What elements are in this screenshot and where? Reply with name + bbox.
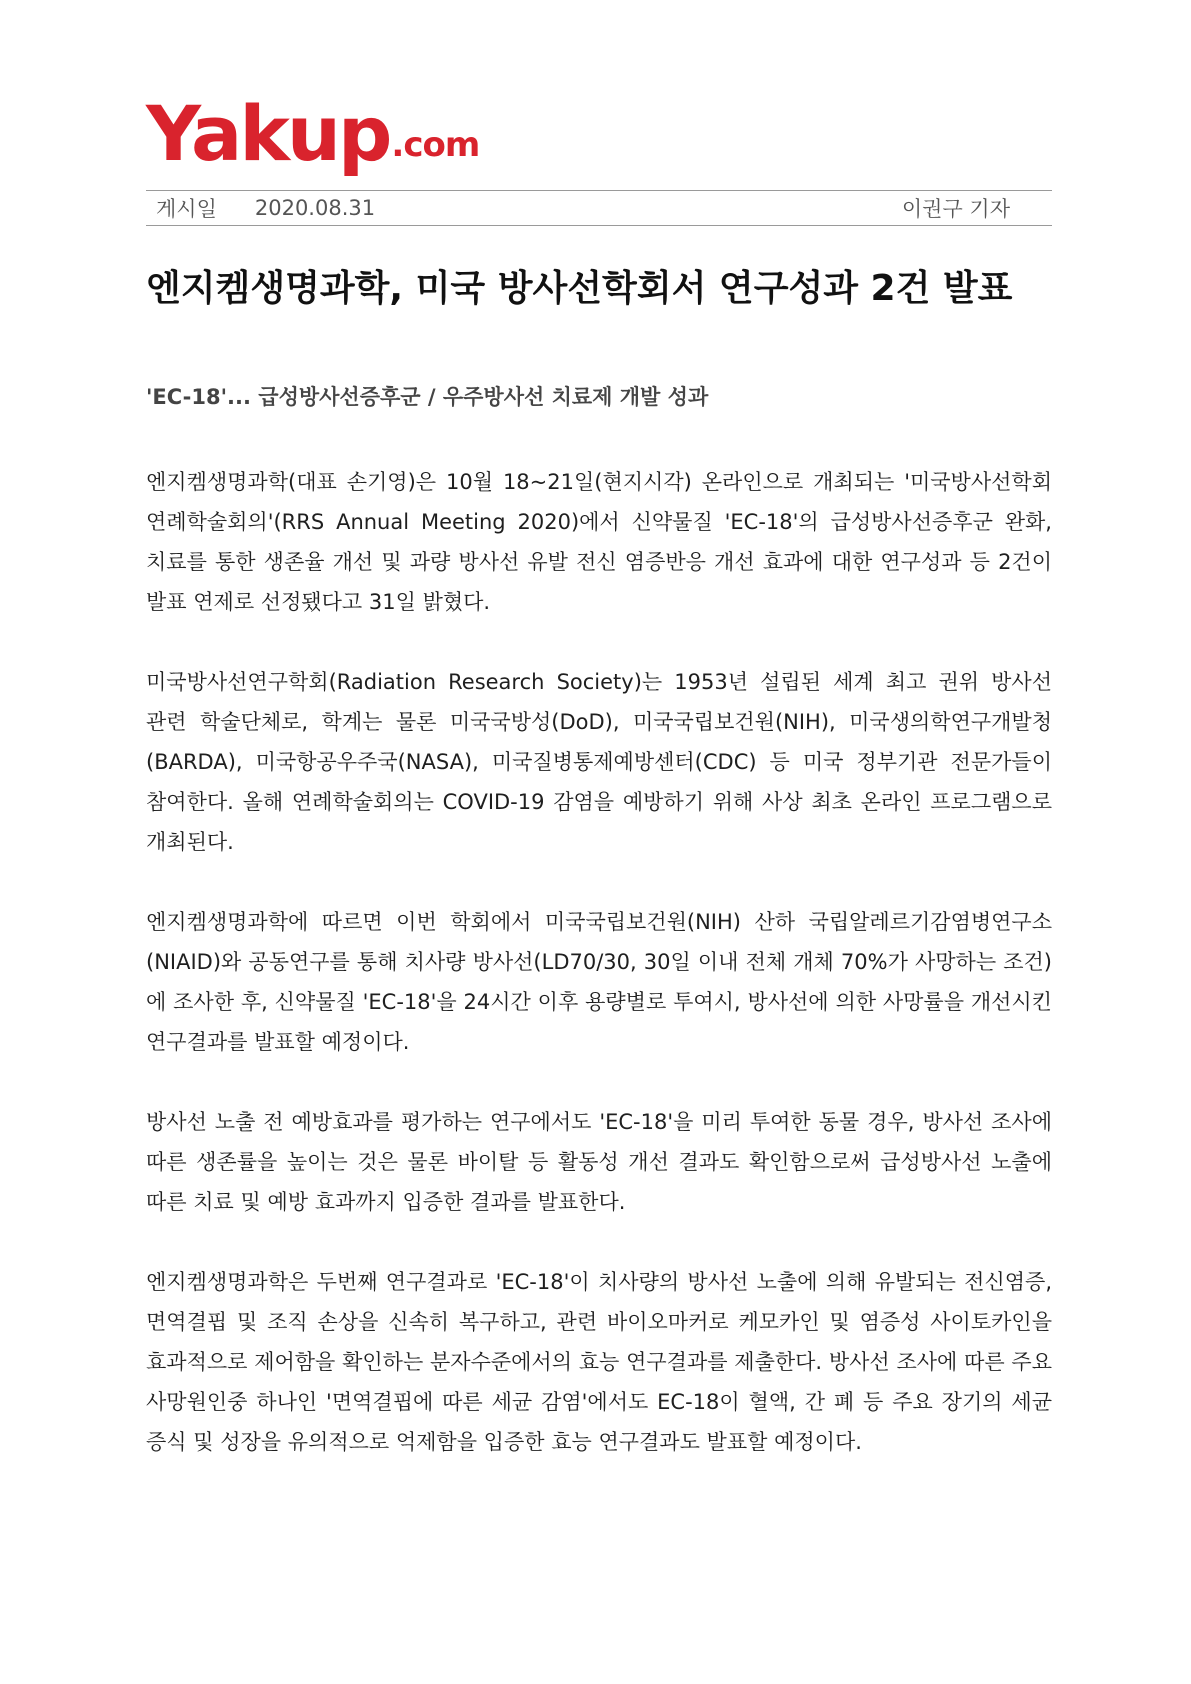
article-meta-bar bbox=[146, 190, 1052, 226]
publish-date-label: 게시일 bbox=[156, 197, 217, 221]
body-paragraph: 미국방사선연구학회(Radiation Research Society)는 1953년 설립된 세계 최고 권위 방사선 관련 학술단체로, 학계는 물론 미국국방성(DoD), 미국국립보건원(NIH), 미국생의학연구개발청(BARDA), 미국항공우주국(NASA), 미국질병통제예방센터(CDC) 등 미국 정부기관 전문가들이 참여한다. 올해 연례학술회의는 COVID-19 감염을 예방하기 위해 사상 최초 온라인 프로그램으로 개최된다. bbox=[146, 670, 1052, 854]
yakup-logo[interactable] bbox=[146, 88, 480, 178]
body-paragraph: 방사선 노출 전 예방효과를 평가하는 연구에서도 'EC-18'을 미리 투여한 동물 경우, 방사선 조사에 따른 생존률을 높이는 것은 물론 바이탈 등 활동성 개선 결과도 확인함으로써 급성방사선 노출에 따른 치료 및 예방 효과까지 입증한 결과를 발표한다. bbox=[146, 1110, 1052, 1214]
logo-domain: .com bbox=[391, 125, 480, 165]
publish-date: 2020.08.31 bbox=[254, 196, 376, 220]
article-subheadline: 'EC-18'... 급성방사선증후군 / 우주방사선 치료제 개발 성과 bbox=[146, 385, 709, 409]
logo-wordmark: Yakup bbox=[146, 89, 390, 178]
article-headline: 엔지켐생명과학, 미국 방사선학회서 연구성과 2건 발표 bbox=[146, 268, 1013, 309]
article-body bbox=[146, 462, 1052, 1502]
body-paragraph: 엔지켐생명과학(대표 손기영)은 10월 18~21일(현지시각) 온라인으로 개최되는 '미국방사선학회 연례학술회의'(RRS Annual Meeting 2020)에서 신약물질 'EC-18'의 급성방사선증후군 완화, 치료를 통한 생존율 개선 및 과량 방사선 유발 전신 염증반응 개선 효과에 대한 연구성과 등 2건이 발표 연제로 선정됐다고 31일 밝혔다. bbox=[146, 470, 1052, 614]
body-paragraph: 엔지켐생명과학에 따르면 이번 학회에서 미국국립보건원(NIH) 산하 국립알레르기감염병연구소(NIAID)와 공동연구를 통해 치사량 방사선(LD70/30, 30일 이내 전체 개체 70%가 사망하는 조건)에 조사한 후, 신약물질 'EC-18'을 24시간 이후 용량별로 투여시, 방사선에 의한 사망률을 개선시킨 연구결과를 발표할 예정이다. bbox=[146, 910, 1052, 1054]
reporter-name: 이권구 기자 bbox=[901, 197, 1010, 221]
body-paragraph: 엔지켐생명과학은 두번째 연구결과로 'EC-18'이 치사량의 방사선 노출에 의해 유발되는 전신염증, 면역결핍 및 조직 손상을 신속히 복구하고, 관련 바이오마커로 케모카인 및 염증성 사이토카인을 효과적으로 제어함을 확인하는 분자수준에서의 효능 연구결과를 제출한다. 방사선 조사에 따른 주요 사망원인중 하나인 '면역결핍에 따른 세균 감염'에서도 EC-18이 혈액, 간 폐 등 주요 장기의 세균 증식 및 성장을 유의적으로 억제함을 입증한 효능 연구결과도 발표할 예정이다. bbox=[146, 1270, 1052, 1454]
